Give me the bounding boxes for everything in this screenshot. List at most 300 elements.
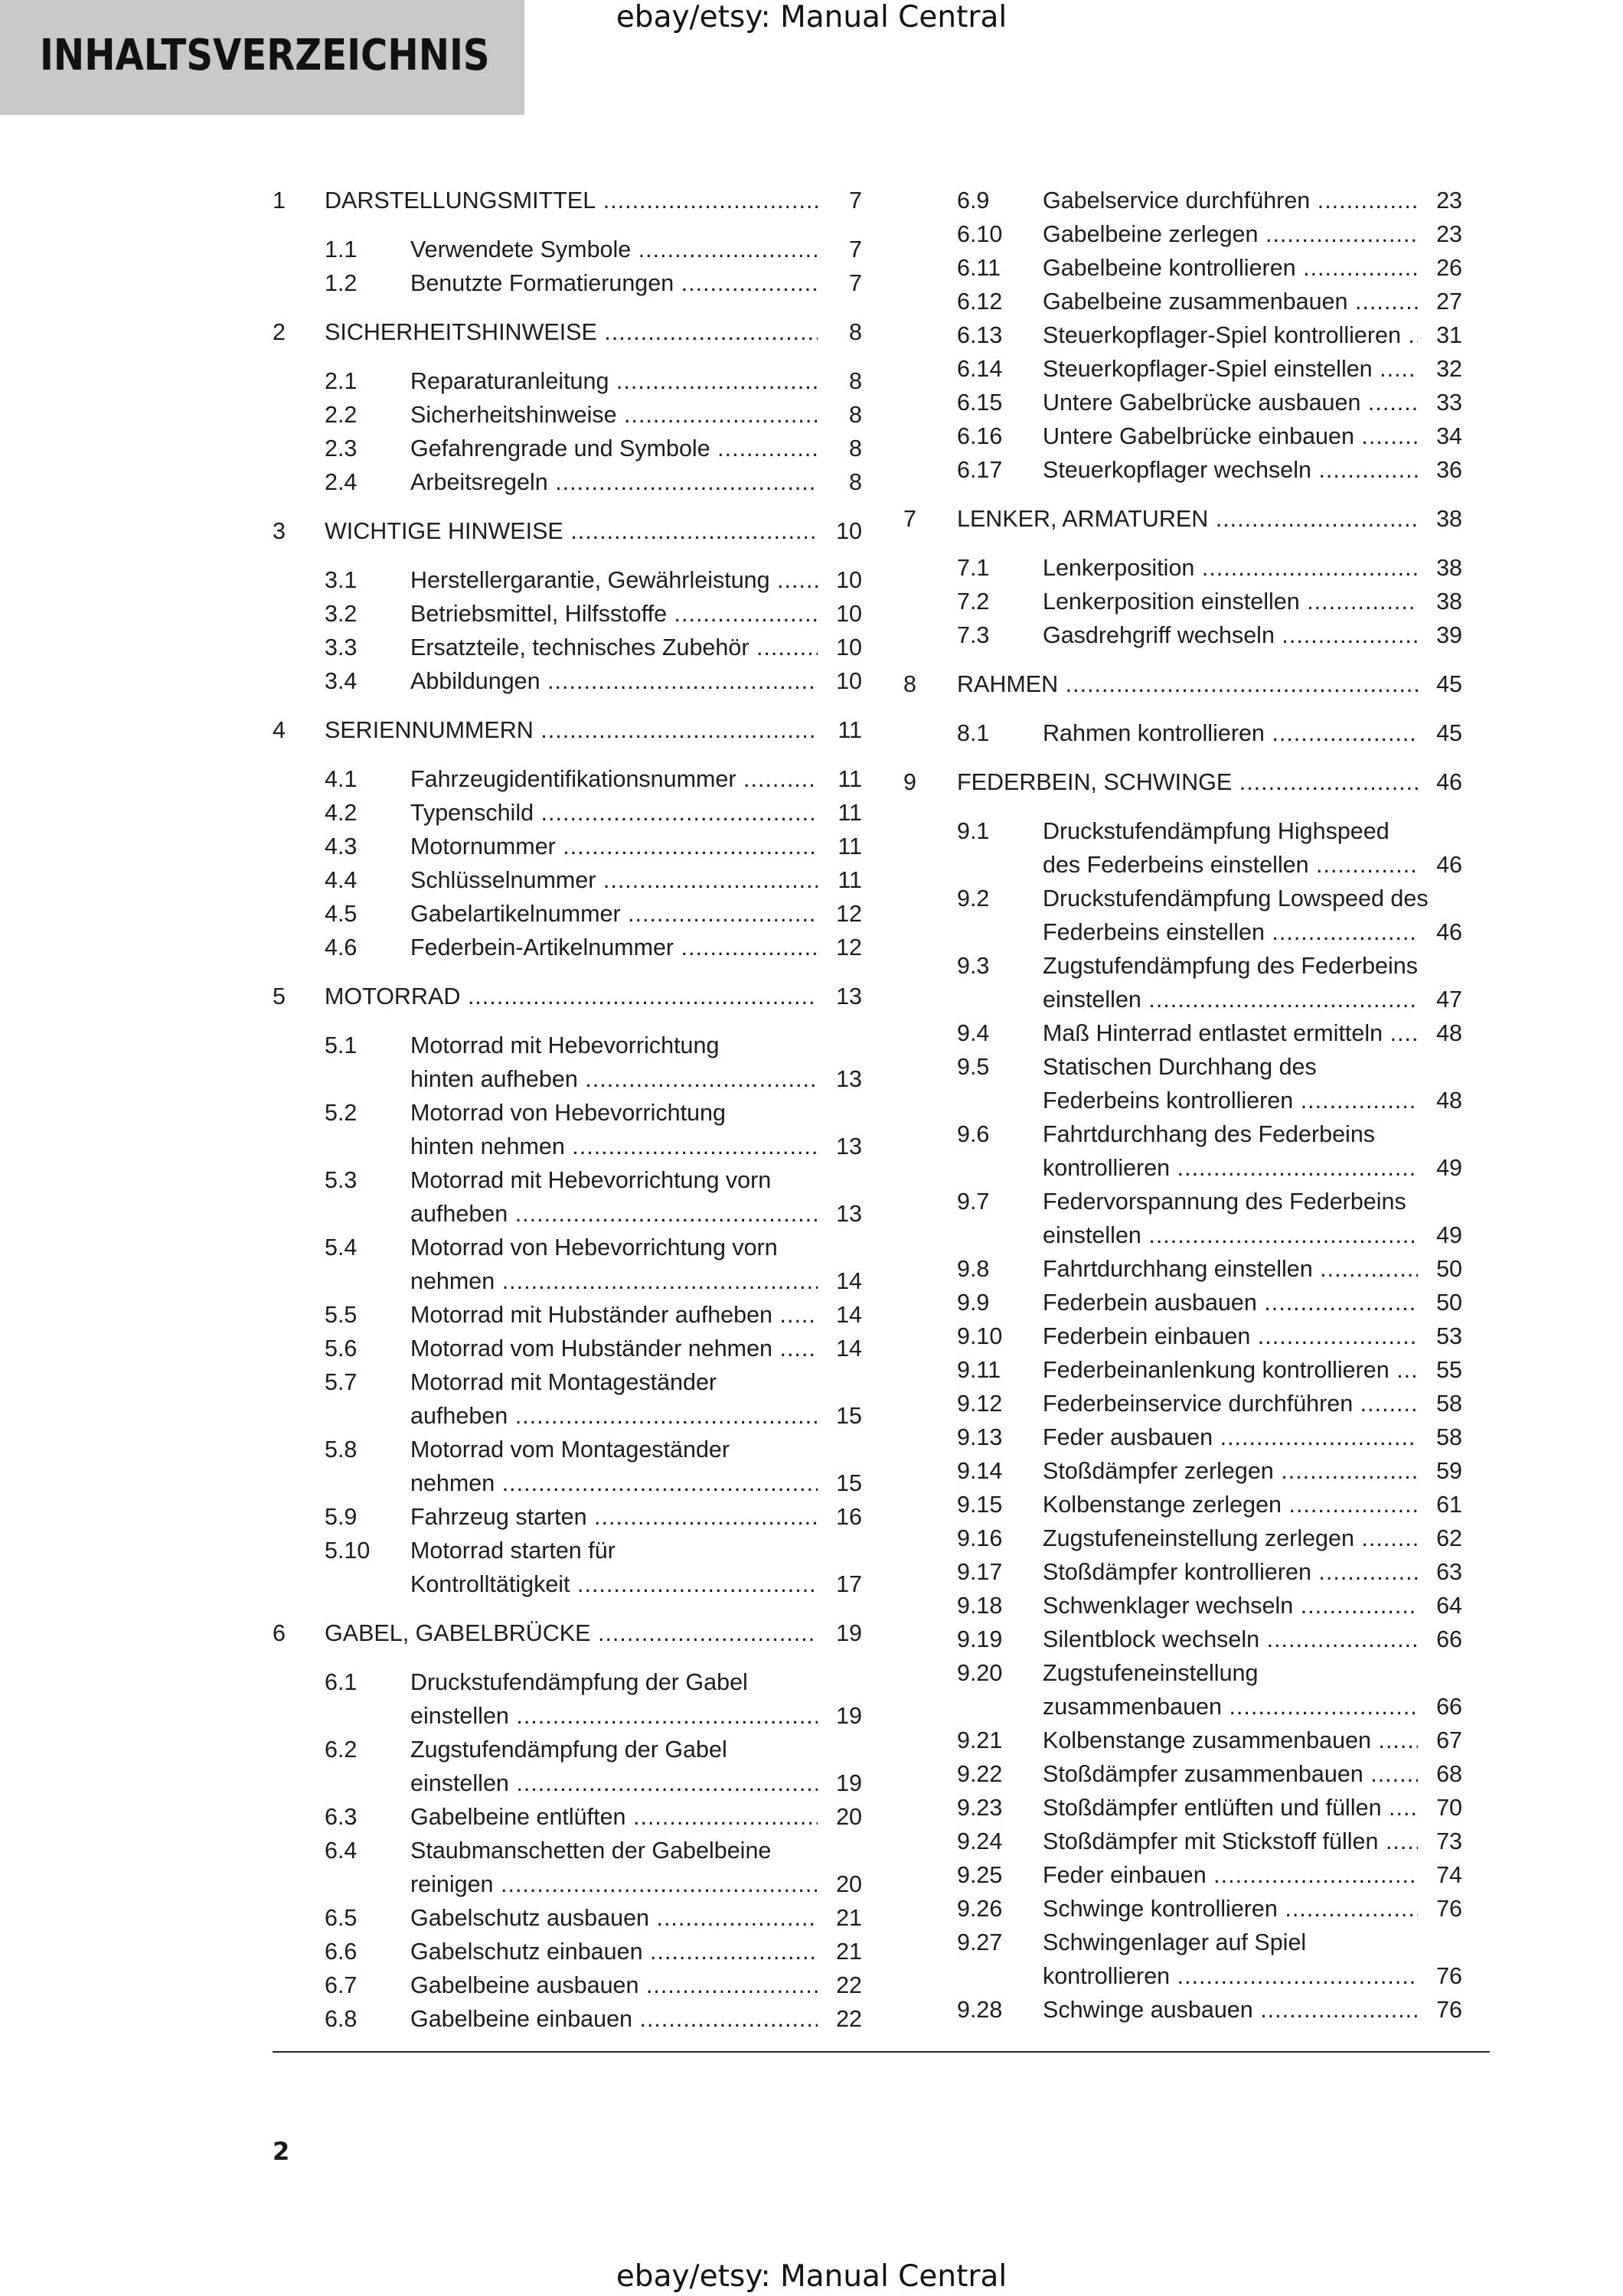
toc-title — [1043, 1521, 1462, 1555]
toc-section — [903, 1454, 1462, 1488]
toc-section — [273, 563, 862, 597]
toc-title — [1043, 285, 1462, 318]
watermark-bottom: ebay/etsy: Manual Central — [616, 2259, 1007, 2294]
toc-number: 7.1 — [957, 555, 990, 581]
toc-chapter — [903, 765, 1462, 799]
toc-section — [903, 1016, 1462, 1050]
toc-title-line — [1043, 949, 1462, 983]
toc-section — [273, 1968, 862, 2002]
toc-page-number: 10 — [836, 518, 862, 544]
toc-page-number: 13 — [836, 1066, 862, 1092]
toc-title-line — [410, 1029, 862, 1062]
toc-title — [410, 1935, 862, 1968]
toc-page-number: 16 — [836, 1504, 862, 1530]
toc-page-number: 61 — [1436, 1492, 1462, 1518]
toc-section — [903, 1825, 1462, 1858]
toc-title-text: Gabelbeine zusammenbauen ..... — [1043, 285, 1418, 318]
toc-title-line — [410, 897, 862, 931]
toc-page-number: 50 — [1436, 1290, 1462, 1316]
toc-number: 6.3 — [325, 1804, 358, 1830]
toc-section — [273, 830, 862, 863]
toc-title-text: Fahrzeug starten ..... — [410, 1500, 818, 1534]
toc-title — [410, 830, 862, 863]
toc-title-text: Gabelservice durchführen ..... — [1043, 184, 1418, 217]
toc-title — [1043, 1892, 1462, 1926]
toc-page-number: 38 — [1436, 506, 1462, 532]
toc-section — [903, 1521, 1462, 1555]
toc-title — [410, 1332, 862, 1365]
toc-section — [273, 2002, 862, 2036]
toc-section — [273, 1332, 862, 1365]
toc-title — [957, 667, 1462, 701]
toc-title-line — [1043, 1589, 1462, 1623]
toc-title-text: hinten nehmen ..... — [410, 1130, 818, 1163]
toc-section — [903, 217, 1462, 251]
toc-title — [1043, 1185, 1462, 1252]
toc-title-text: Rahmen kontrollieren ..... — [1043, 716, 1418, 750]
toc-title-line — [410, 1766, 862, 1800]
toc-section — [903, 1420, 1462, 1454]
toc-title-line — [410, 1567, 862, 1601]
footer-rule — [273, 2051, 1490, 2053]
toc-title-text: einstellen ..... — [1043, 1218, 1418, 1252]
toc-title-text: Benutzte Formatierungen ..... — [410, 266, 818, 300]
toc-page-number: 20 — [836, 1871, 862, 1897]
toc-title — [1043, 551, 1462, 585]
watermark-top: ebay/etsy: Manual Central — [616, 0, 1007, 34]
toc-page-number: 21 — [836, 1905, 862, 1931]
page-title: INHALTSVERZEICHNIS — [40, 31, 490, 80]
toc-section — [273, 863, 862, 897]
toc-title — [410, 597, 862, 631]
toc-title — [1043, 1858, 1462, 1892]
toc-number: 9.14 — [957, 1458, 1003, 1484]
toc-title — [1043, 716, 1462, 750]
toc-title — [1043, 1353, 1462, 1387]
toc-title-line — [325, 184, 862, 217]
toc-title-text: Stoßdämpfer zusammenbauen ..... — [1043, 1757, 1418, 1791]
toc-page-number: 11 — [838, 867, 862, 893]
toc-number: 9.12 — [957, 1391, 1003, 1417]
toc-number: 6.5 — [325, 1905, 358, 1931]
toc-section — [903, 1892, 1462, 1926]
toc-title-line — [1043, 1623, 1462, 1656]
toc-number: 6.4 — [325, 1838, 358, 1864]
toc-title-line — [1043, 1016, 1462, 1050]
toc-title-text: WICHTIGE HINWEISE ..... — [325, 514, 818, 548]
toc-title-text: Lenkerposition einstellen ..... — [1043, 585, 1418, 618]
toc-number: 1.2 — [325, 270, 358, 296]
toc-title — [410, 631, 862, 664]
toc-title-line — [1043, 1724, 1462, 1757]
toc-title — [325, 980, 862, 1013]
toc-title-text: Lenkerposition ..... — [1043, 551, 1418, 585]
toc-page-number: 62 — [1436, 1525, 1462, 1551]
toc-title-line — [1043, 217, 1462, 251]
toc-title-text: Motorrad von Hebevorrichtung vorn — [410, 1234, 778, 1261]
toc-number: 6.2 — [325, 1737, 358, 1763]
toc-title-line — [325, 713, 862, 747]
toc-title — [1043, 1656, 1462, 1724]
toc-page-number: 66 — [1436, 1626, 1462, 1652]
toc-number: 9.6 — [957, 1121, 990, 1147]
toc-number: 5.3 — [325, 1167, 358, 1193]
toc-section — [273, 465, 862, 499]
toc-page-number: 11 — [838, 833, 862, 859]
toc-title — [1043, 1993, 1462, 2027]
toc-title — [1043, 618, 1462, 652]
toc-title-line — [1043, 1050, 1462, 1084]
toc-page-number: 58 — [1436, 1391, 1462, 1417]
toc-title-text: Stoßdämpfer zerlegen ..... — [1043, 1454, 1418, 1488]
toc-title-line — [957, 765, 1462, 799]
toc-title — [957, 502, 1462, 536]
toc-number: 6.6 — [325, 1939, 358, 1965]
toc-title-text: einstellen ..... — [410, 1766, 818, 1800]
toc-section — [273, 931, 862, 964]
toc-title-line — [410, 432, 862, 465]
toc-section — [273, 1935, 862, 1968]
toc-title — [410, 364, 862, 398]
toc-title-text: MOTORRAD ..... — [325, 980, 818, 1013]
toc-number: 3 — [273, 518, 286, 544]
toc-title-text: Gabelbeine einbauen ..... — [410, 2002, 818, 2036]
toc-title-line — [1043, 251, 1462, 285]
toc-number: 4.2 — [325, 800, 358, 826]
toc-title-text: Motorrad vom Hubständer nehmen ..... — [410, 1332, 818, 1365]
toc-title-text: Zugstufeneinstellung zerlegen ..... — [1043, 1521, 1418, 1555]
toc-section — [903, 386, 1462, 419]
toc-title-text: Schwenklager wechseln ..... — [1043, 1589, 1418, 1623]
toc-chapter — [273, 184, 862, 217]
toc-title-line — [1043, 848, 1462, 882]
toc-number: 9.10 — [957, 1323, 1003, 1349]
toc-number: 2.3 — [325, 435, 358, 461]
toc-page-number: 10 — [836, 567, 862, 593]
toc-title-line — [1043, 551, 1462, 585]
toc-title-text: Gabelbeine zerlegen ..... — [1043, 217, 1418, 251]
toc-title-line — [1043, 1521, 1462, 1555]
toc-title-line — [1043, 1488, 1462, 1521]
toc-number: 9.28 — [957, 1997, 1003, 2023]
toc-number: 6.8 — [325, 2006, 358, 2032]
toc-title-line — [1043, 1151, 1462, 1185]
toc-title-text: Federvorspannung des Federbeins — [1043, 1189, 1406, 1215]
toc-page-number: 66 — [1436, 1694, 1462, 1720]
toc-section — [903, 1319, 1462, 1353]
toc-section — [903, 419, 1462, 453]
toc-title-line — [1043, 1185, 1462, 1218]
toc-number: 9.20 — [957, 1660, 1003, 1686]
toc-title-line — [410, 398, 862, 432]
toc-page-number: 46 — [1436, 919, 1462, 945]
toc-page-number: 49 — [1436, 1222, 1462, 1248]
toc-page-number: 63 — [1436, 1559, 1462, 1585]
toc-title-line — [1043, 1252, 1462, 1286]
toc-page-number: 23 — [1436, 188, 1462, 214]
toc-number: 6.9 — [957, 188, 990, 214]
toc-page-number: 67 — [1436, 1727, 1462, 1753]
toc-title — [1043, 1387, 1462, 1420]
toc-section — [903, 1589, 1462, 1623]
toc-title — [1043, 814, 1462, 882]
toc-title-line — [1043, 1825, 1462, 1858]
toc-title — [325, 514, 862, 548]
toc-section — [903, 1623, 1462, 1656]
toc-title — [1043, 1420, 1462, 1454]
toc-title-line — [1043, 1656, 1462, 1690]
toc-section — [903, 1353, 1462, 1387]
toc-title — [410, 2002, 862, 2036]
toc-title-text: DARSTELLUNGSMITTEL ..... — [325, 184, 818, 217]
toc-page-number: 70 — [1436, 1795, 1462, 1821]
toc-page-number: 13 — [836, 1201, 862, 1227]
toc-title-text: Herstellergarantie, Gewährleistung ..... — [410, 563, 818, 597]
toc-title-text: Federbeins einstellen ..... — [1043, 915, 1418, 949]
toc-page-number: 38 — [1436, 589, 1462, 615]
toc-page-number: 26 — [1436, 255, 1462, 281]
toc-title-text: Untere Gabelbrücke ausbauen ..... — [1043, 386, 1418, 419]
toc-number: 9.5 — [957, 1054, 990, 1080]
toc-title-text: Gabelschutz einbauen ..... — [410, 1935, 818, 1968]
toc-number: 4.3 — [325, 833, 358, 859]
toc-page-number: 36 — [1436, 457, 1462, 483]
toc-title — [410, 931, 862, 964]
toc-title-line — [1043, 1959, 1462, 1993]
toc-title-line — [410, 1433, 862, 1466]
toc-page-number: 50 — [1436, 1256, 1462, 1282]
toc-title — [410, 796, 862, 830]
toc-title-text: Kolbenstange zerlegen ..... — [1043, 1488, 1418, 1521]
toc-page-number: 27 — [1436, 289, 1462, 315]
toc-number: 1.1 — [325, 236, 358, 263]
toc-page-number: 8 — [849, 469, 862, 495]
toc-page-number: 10 — [836, 634, 862, 660]
toc-title-line — [410, 796, 862, 830]
toc-title-text: Betriebsmittel, Hilfsstoffe ..... — [410, 597, 818, 631]
toc-page-number: 8 — [849, 402, 862, 428]
toc-section — [273, 597, 862, 631]
toc-title — [410, 1433, 862, 1500]
toc-title — [410, 1029, 862, 1096]
toc-title — [410, 1665, 862, 1733]
toc-section — [273, 266, 862, 300]
toc-page-number: 23 — [1436, 221, 1462, 247]
toc-section — [903, 1993, 1462, 2027]
toc-title-text: Ersatzteile, technisches Zubehör ..... — [410, 631, 818, 664]
toc-title — [1043, 1926, 1462, 1993]
toc-title — [1043, 217, 1462, 251]
toc-number: 5.6 — [325, 1336, 358, 1362]
toc-page-number: 73 — [1436, 1828, 1462, 1854]
toc-title-text: Typenschild ..... — [410, 796, 818, 830]
toc-number: 9.2 — [957, 885, 990, 912]
toc-title-text: SERIENNUMMERN ..... — [325, 713, 818, 747]
toc-page-number: 31 — [1436, 322, 1462, 348]
toc-number: 9.27 — [957, 1929, 1003, 1955]
toc-title-text: Abbildungen ..... — [410, 664, 818, 698]
page-number: 2 — [273, 2137, 290, 2166]
toc-page-number: 58 — [1436, 1424, 1462, 1450]
toc-number: 5.9 — [325, 1504, 358, 1530]
toc-title-text: Gabelartikelnummer ..... — [410, 897, 818, 931]
toc-title — [1043, 318, 1462, 352]
toc-title-line — [1043, 915, 1462, 949]
toc-title-line — [410, 863, 862, 897]
toc-number: 9.21 — [957, 1727, 1003, 1753]
toc-title-line — [1043, 585, 1462, 618]
toc-section — [273, 1733, 862, 1800]
toc-page-number: 7 — [849, 236, 862, 263]
toc-title-line — [1043, 1319, 1462, 1353]
toc-title-text: Motorrad mit Hebevorrichtung vorn — [410, 1167, 772, 1193]
toc-title — [1043, 1589, 1462, 1623]
toc-column-right — [903, 184, 1462, 2027]
toc-page-number: 11 — [838, 766, 862, 792]
toc-page-number: 12 — [836, 934, 862, 960]
toc-page-number: 74 — [1436, 1862, 1462, 1888]
toc-title-line — [1043, 1858, 1462, 1892]
toc-title-line — [410, 931, 862, 964]
toc-section — [273, 1231, 862, 1298]
toc-page-number: 8 — [849, 319, 862, 345]
toc-page-number: 46 — [1436, 852, 1462, 878]
toc-title-text: Arbeitsregeln ..... — [410, 465, 818, 499]
toc-page-number: 33 — [1436, 390, 1462, 416]
toc-title-line — [1043, 318, 1462, 352]
toc-number: 9.4 — [957, 1020, 990, 1046]
header-box — [0, 0, 524, 115]
toc-title-line — [1043, 1926, 1462, 1959]
toc-number: 5.1 — [325, 1032, 358, 1058]
toc-page-number: 14 — [836, 1336, 862, 1362]
toc-section — [903, 1791, 1462, 1825]
toc-title-text: FEDERBEIN, SCHWINGE ..... — [957, 765, 1418, 799]
toc-page-number: 32 — [1436, 356, 1462, 382]
toc-section — [273, 1534, 862, 1601]
toc-title-text: Federbein-Artikelnummer ..... — [410, 931, 818, 964]
toc-page-number: 17 — [836, 1571, 862, 1597]
toc-title-line — [410, 1500, 862, 1534]
toc-number: 6.10 — [957, 221, 1003, 247]
toc-title-line — [957, 502, 1462, 536]
toc-title — [1043, 1252, 1462, 1286]
toc-section — [903, 453, 1462, 487]
toc-title-text: Federbein ausbauen ..... — [1043, 1286, 1418, 1319]
toc-title — [1043, 1825, 1462, 1858]
toc-page-number: 19 — [836, 1620, 862, 1646]
toc-section — [903, 882, 1462, 949]
toc-title-text: Gefahrengrade und Symbole ..... — [410, 432, 818, 465]
toc-page-number: 76 — [1436, 1963, 1462, 1989]
toc-title — [410, 664, 862, 698]
toc-title — [410, 233, 862, 266]
toc-title-text: Motorrad von Hebevorrichtung — [410, 1100, 726, 1126]
toc-title-line — [410, 1298, 862, 1332]
toc-number: 5.7 — [325, 1369, 358, 1395]
toc-title-line — [325, 1616, 862, 1650]
toc-chapter — [903, 667, 1462, 701]
toc-title-text: Verwendete Symbole ..... — [410, 233, 818, 266]
toc-page-number: 10 — [836, 668, 862, 694]
toc-title-text: Motornummer ..... — [410, 830, 818, 863]
toc-title-text: Silentblock wechseln ..... — [1043, 1623, 1418, 1656]
toc-title — [410, 432, 862, 465]
toc-title-line — [410, 1130, 862, 1163]
toc-number: 9.22 — [957, 1761, 1003, 1787]
toc-page-number: 19 — [836, 1770, 862, 1796]
toc-title-text: Fahrtdurchhang einstellen ..... — [1043, 1252, 1418, 1286]
toc-number: 5.4 — [325, 1234, 358, 1261]
toc-title-text: Fahrtdurchhang des Federbeins — [1043, 1121, 1376, 1147]
toc-title — [410, 1163, 862, 1231]
toc-title — [410, 1901, 862, 1935]
toc-section — [903, 814, 1462, 882]
toc-title-text: Stoßdämpfer kontrollieren ..... — [1043, 1555, 1418, 1589]
toc-number: 6.16 — [957, 423, 1003, 449]
toc-number: 6 — [273, 1620, 286, 1646]
toc-page-number: 48 — [1436, 1020, 1462, 1046]
toc-number: 4 — [273, 717, 286, 743]
toc-title-line — [410, 1163, 862, 1197]
toc-page-number: 45 — [1436, 720, 1462, 746]
toc-section — [903, 618, 1462, 652]
toc-title-line — [410, 266, 862, 300]
toc-number: 6.13 — [957, 322, 1003, 348]
toc-section — [903, 1387, 1462, 1420]
toc-title-line — [410, 1062, 862, 1096]
toc-title-text: Kolbenstange zusammenbauen ..... — [1043, 1724, 1418, 1757]
toc-title — [1043, 453, 1462, 487]
toc-section — [903, 1858, 1462, 1892]
toc-title-line — [410, 597, 862, 631]
toc-title-line — [1043, 1084, 1462, 1117]
toc-page-number: 48 — [1436, 1088, 1462, 1114]
toc-title — [1043, 949, 1462, 1016]
toc-page-number: 55 — [1436, 1357, 1462, 1383]
toc-title-text: Fahrzeugidentifikationsnummer ..... — [410, 762, 818, 796]
toc-title-text: Stoßdämpfer entlüften und füllen ..... — [1043, 1791, 1418, 1825]
toc-title-line — [410, 1534, 862, 1567]
toc-title-text: Schwinge ausbauen ..... — [1043, 1993, 1418, 2027]
toc-title-text: zusammenbauen ..... — [1043, 1690, 1418, 1724]
toc-number: 9.8 — [957, 1256, 990, 1282]
toc-title — [1043, 386, 1462, 419]
toc-title — [1043, 1623, 1462, 1656]
toc-title-line — [410, 2002, 862, 2036]
toc-title — [410, 1096, 862, 1163]
toc-title — [1043, 1757, 1462, 1791]
toc-page-number: 68 — [1436, 1761, 1462, 1787]
toc-title-text: Sicherheitshinweise ..... — [410, 398, 818, 432]
toc-title — [1043, 251, 1462, 285]
toc-title — [410, 465, 862, 499]
toc-section — [273, 1029, 862, 1096]
toc-title — [1043, 585, 1462, 618]
toc-number: 9.15 — [957, 1492, 1003, 1518]
toc-title — [1043, 352, 1462, 386]
toc-title-line — [410, 1733, 862, 1766]
toc-title-text: Druckstufendämpfung Highspeed — [1043, 818, 1390, 844]
toc-title-line — [1043, 453, 1462, 487]
toc-section — [273, 1163, 862, 1231]
toc-title-line — [1043, 983, 1462, 1016]
toc-title-text: einstellen ..... — [1043, 983, 1418, 1016]
toc-page-number: 15 — [836, 1403, 862, 1429]
toc-number: 6.12 — [957, 289, 1003, 315]
toc-chapter — [273, 980, 862, 1013]
toc-section — [903, 1926, 1462, 1993]
